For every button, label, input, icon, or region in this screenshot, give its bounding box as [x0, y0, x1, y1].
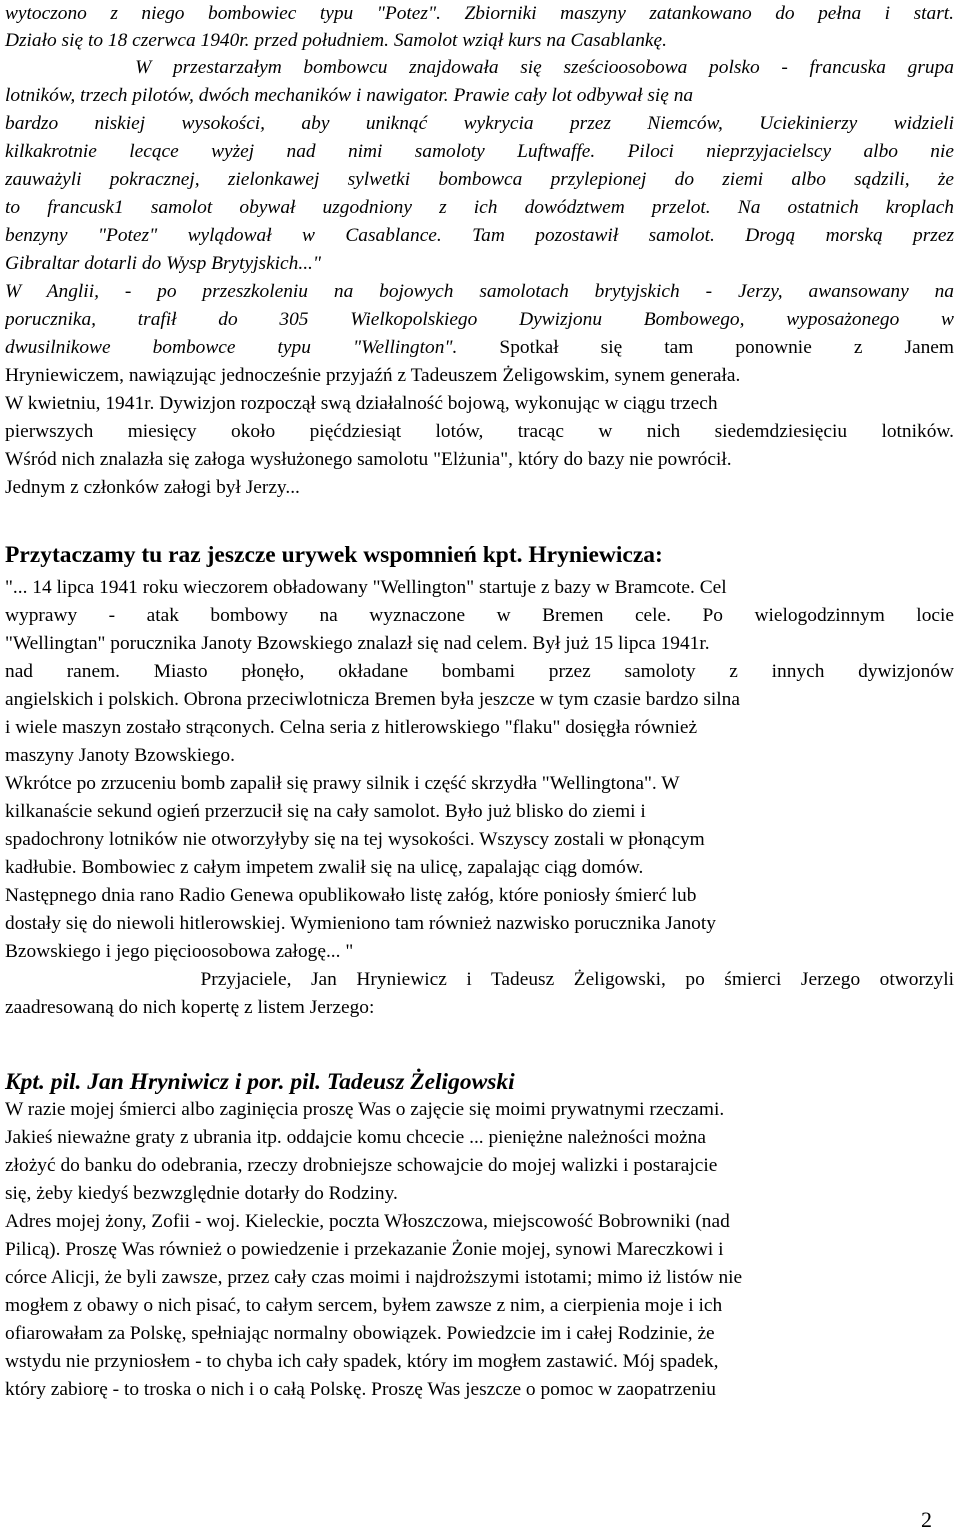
text-run: Jakieś nieważne graty z ubrania itp. oddajcie komu chcecie ... pieniężne należności można [5, 1127, 706, 1148]
text-run: Spotkał się tam ponownie z Janem [499, 337, 954, 358]
text-line [5, 194, 954, 222]
text-line [5, 602, 954, 630]
text-line [5, 686, 954, 714]
text-line [5, 882, 954, 910]
text-line [5, 1208, 954, 1236]
text-run: Jednym z członków załogi był Jerzy... [5, 477, 300, 498]
text-line [5, 1320, 954, 1348]
text-run: złożyć do banku do odebrania, rzeczy drobniejsze schowajcie do mojej walizki i postarajcie [5, 1155, 718, 1176]
text-line [5, 27, 954, 55]
text-line [5, 418, 954, 446]
text-run: spadochrony lotników nie otworzyłyby się na tej wysokości. Wszyscy zostali w płonącym [5, 829, 705, 850]
text-run: który zabiorę - to troska o nich i o całą Polskę. Proszę Was jeszcze o pomoc w zaopatrzeniu [5, 1379, 716, 1400]
text-line [5, 82, 954, 110]
section-heading-memoir: Przytaczamy tu raz jeszcze urywek wspomnień kpt. Hryniewicza: [5, 542, 663, 568]
text-line [5, 474, 954, 502]
text-run: dwusilnikowe bombowce typu "Wellington". [5, 337, 500, 358]
text-line [5, 1180, 954, 1208]
page-number: 2 [921, 1507, 932, 1532]
text-line [5, 1376, 954, 1404]
text-run: kilkakrotnie lecące wyżej nad nimi samoloty Luftwaffe. Piloci nieprzyjacielscy albo nie [5, 141, 954, 162]
text-run: nad ranem. Miasto płonęło, okładane bombami przez samoloty z innych dywizjonów [5, 661, 954, 682]
text-line [5, 798, 954, 826]
text-line [5, 1096, 954, 1124]
text-run: ofiarowałam za Polskę, spełniając normalny obowiązek. Powiedzcie im i całej Rodzinie, że [5, 1323, 715, 1344]
text-line [5, 306, 954, 334]
text-line [5, 446, 954, 474]
text-line [5, 770, 954, 798]
text-line [5, 1264, 954, 1292]
text-run: Wkrótce po zrzuceniu bomb zapalił się prawy silnik i część skrzydła "Wellingtona". W [5, 773, 680, 794]
text-run: Wśród nich znalazła się załoga wysłużonego samolotu "Elżunia", który do bazy nie powrócił. [5, 449, 732, 470]
text-line [5, 994, 954, 1022]
text-run: Działo się to 18 czerwca 1940r. przed południem. Samolot wziął kurs na Casablankę. [5, 30, 667, 51]
text-run: Hryniewiczem, nawiązując jednocześnie przyjaźń z Tadeuszem Żeligowskim, synem generała. [5, 365, 741, 386]
text-line [5, 334, 954, 362]
text-line [5, 910, 954, 938]
text-run: Pilicą). Proszę Was również o powiedzenie i przekazanie Żonie mojej, synowi Mareczkowi i [5, 1239, 724, 1260]
text-run: angielskich i polskich. Obrona przeciwlotnicza Bremen była jeszcze w tym czasie bardzo silna [5, 689, 740, 710]
text-run: W Anglii, - po przeszkoleniu na bojowych samolotach brytyjskich - Jerzy, awansowany na [5, 281, 954, 302]
text-run: zauważyli pokracznej, zielonkawej sylwetki bombowca przylepionej do ziemi albo sądzili, że [5, 169, 954, 190]
text-run: W razie mojej śmierci albo zaginięcia proszę Was o zajęcie się moimi prywatnymi rzeczami. [5, 1099, 725, 1120]
text-run: mogłem z obawy o nich pisać, to całym sercem, byłem zawsze z nim, a cierpienia moje i ich [5, 1295, 723, 1316]
text-line [5, 854, 954, 882]
text-line [5, 1236, 954, 1264]
text-run: wstydu nie przyniosłem - to chyba ich cały spadek, który im mogłem zastawić. Mój spadek, [5, 1351, 719, 1372]
text-run: W kwietniu, 1941r. Dywizjon rozpoczął swą działalność bojową, wykonując w ciągu trzech [5, 393, 718, 414]
text-line [5, 138, 954, 166]
text-run: córce Alicji, że byli zawsze, przez cały czas moimi i najdroższymi istotami; mimo iż listów nie [5, 1267, 743, 1288]
text-run: wytoczono z niego bombowiec typu "Potez". Zbiorniki maszyny zatankowano do pełna i start. [5, 3, 954, 24]
text-run: porucznika, trafił do 305 Wielkopolskiego Dywizjonu Bombowego, wyposażonego w [5, 309, 954, 330]
text-run: się, żeby kiedyś bezwzględnie dotarły do Rodziny. [5, 1183, 398, 1204]
text-line [5, 966, 954, 994]
text-run: "... 14 lipca 1941 roku wieczorem obładowany "Wellington" startuje z bazy w Bramcote. Cel [5, 577, 727, 598]
text-run: kilkanaście sekund ogień przerzucił się na cały samolot. Było już blisko do ziemi i [5, 801, 646, 822]
text-line [5, 938, 954, 966]
text-line [5, 1152, 954, 1180]
text-run: bardzo niskiej wysokości, aby uniknąć wykrycia przez Niemców, Uciekinierzy widzieli [5, 113, 954, 134]
text-run: wyprawy - atak bombowy na wyznaczone w Bremen cele. Po wielogodzinnym locie [5, 605, 954, 626]
text-run: zaadresowaną do nich kopertę z listem Jerzego: [5, 997, 375, 1018]
text-line [5, 1348, 954, 1376]
text-line [5, 630, 954, 658]
text-run: maszyny Janoty Bzowskiego. [5, 745, 235, 766]
text-line [5, 826, 954, 854]
text-run: "Wellingtan" porucznika Janoty Bzowskiego znalazł się nad celem. Był już 15 lipca 1941r. [5, 633, 710, 654]
text-run: i wiele maszyn zostało strąconych. Celna seria z hitlerowskiego "flaku" dosięgła również [5, 717, 698, 738]
text-run: W przestarzałym bombowcu znajdowała się sześcioosobowa polsko - francuska grupa [5, 57, 954, 78]
text-line [5, 742, 954, 770]
text-line [5, 250, 954, 278]
text-line [5, 390, 954, 418]
text-line [5, 110, 954, 138]
text-line [5, 714, 954, 742]
text-run: pierwszych miesięcy około pięćdziesiąt lotów, tracąc w nich siedemdziesięciu lotników. [5, 421, 954, 442]
text-line [5, 1124, 954, 1152]
text-line [5, 0, 954, 28]
text-run: Adres mojej żony, Zofii - woj. Kieleckie, poczta Włoszczowa, miejscowość Bobrowniki (nad [5, 1211, 730, 1232]
text-line [5, 362, 954, 390]
text-line [5, 574, 954, 602]
text-run: kadłubie. Bombowiec z całym impetem zwalił się na ulicę, zapalając ciąg domów. [5, 857, 644, 878]
text-line [5, 166, 954, 194]
text-run: Przyjaciele, Jan Hryniewicz i Tadeusz Żeligowski, po śmierci Jerzego otworzyli [5, 969, 954, 990]
text-run: lotników, trzech pilotów, dwóch mechaników i nawigator. Prawie cały lot odbywał się na [5, 85, 694, 106]
text-line [5, 278, 954, 306]
text-run: dostały się do niewoli hitlerowskiej. Wymieniono tam również nazwisko porucznika Janoty [5, 913, 716, 934]
letter-heading: Kpt. pil. Jan Hryniwicz i por. pil. Tadeusz Żeligowski [5, 1069, 515, 1095]
text-run: Następnego dnia rano Radio Genewa opublikowało listę załóg, które poniosły śmierć lub [5, 885, 697, 906]
text-line [5, 1292, 954, 1320]
text-run: benzyny "Potez" wylądował w Casablance. Tam pozostawił samolot. Drogą morską przez [5, 225, 954, 246]
text-line [5, 54, 954, 82]
text-run: Gibraltar dotarli do Wysp Brytyjskich..." [5, 253, 322, 274]
text-run: Bzowskiego i jego pięcioosobowa załogę... " [5, 941, 354, 962]
text-line [5, 222, 954, 250]
text-run: to francusk1 samolot obywał uzgodniony z ich dowództwem przelot. Na ostatnich kroplach [5, 197, 954, 218]
text-line [5, 658, 954, 686]
